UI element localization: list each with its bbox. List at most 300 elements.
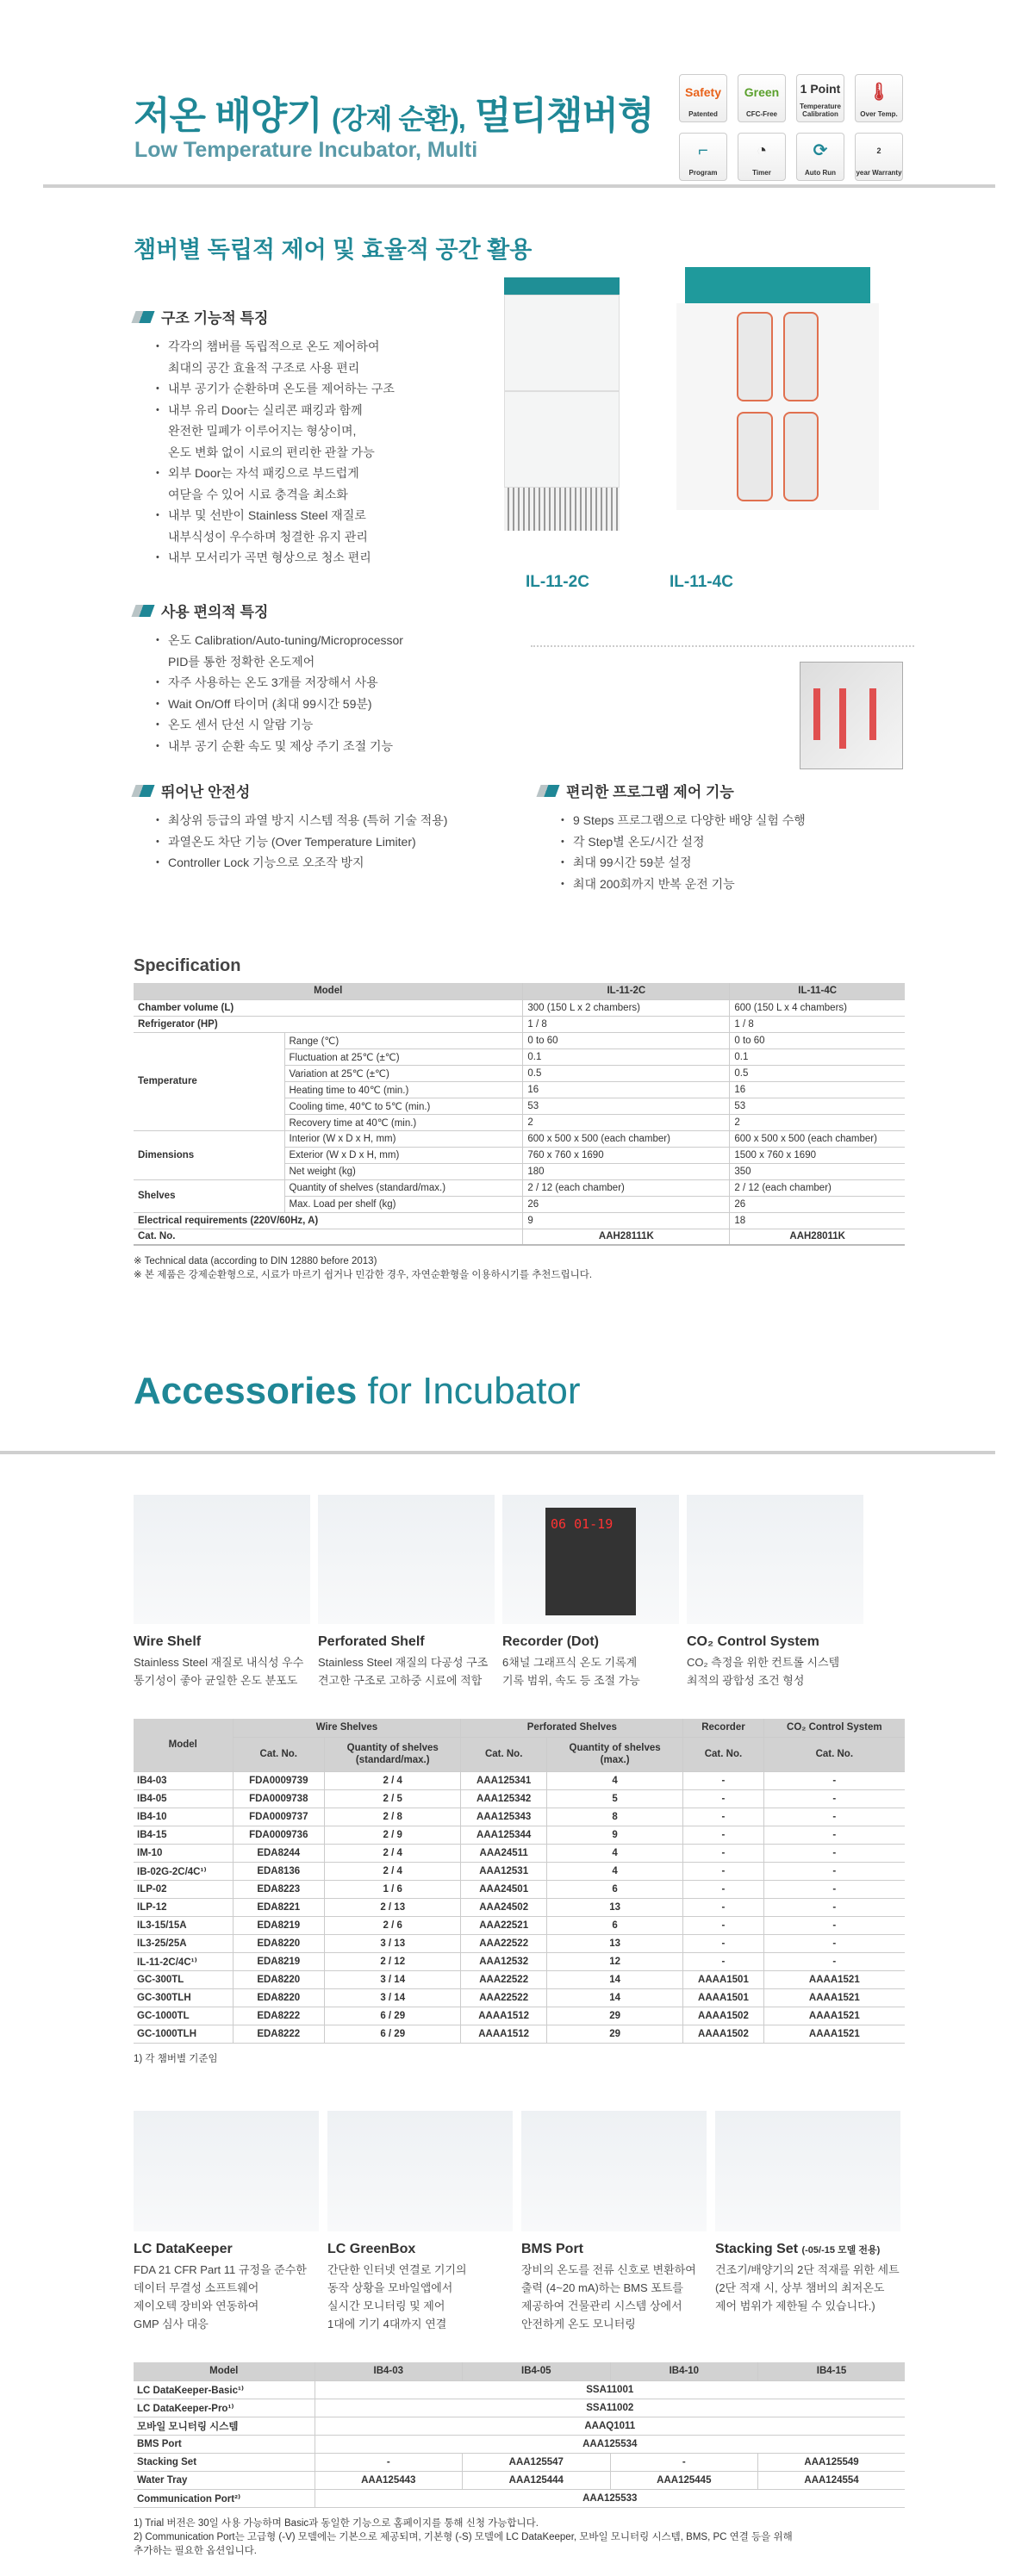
spec-label: Max. Load per shelf (kg)	[284, 1196, 523, 1212]
program-graph-icon: ⌐	[698, 141, 708, 161]
table-cell: IM-10	[134, 1844, 233, 1862]
table-cell: AAAA1512	[461, 2025, 546, 2043]
table-row	[134, 1988, 905, 2007]
accessory-image	[134, 1495, 310, 1624]
table-cell: -	[763, 1844, 905, 1862]
feature-heading: 사용 편의적 특징	[161, 604, 269, 620]
row-label: 모바일 모니터링 시스템	[134, 2417, 315, 2435]
badge-cfc-free	[738, 74, 786, 122]
spec-value: 180	[523, 1163, 730, 1179]
table-cell: IL3-15/15A	[134, 1916, 233, 1934]
table-row	[134, 2380, 905, 2399]
page-title	[134, 84, 654, 140]
accessories-title-bold: Accessories	[134, 1370, 358, 1412]
option-note: 1) Trial 버전은 30일 사용 가능하며 Basic과 동일한 기능으로 홈페이지를 통해 신청 가능합니다.	[134, 2517, 539, 2529]
accessory-name-text: Wire Shelf	[134, 1634, 202, 1649]
table-row	[134, 2399, 905, 2417]
spec-title: Specification	[134, 956, 241, 975]
table-cell: 14	[546, 1970, 682, 1988]
header-cell: CO₂ Control System	[763, 1719, 905, 1737]
table-cell: -	[683, 1862, 763, 1880]
badge-label: Timer	[752, 168, 771, 177]
section-mark-icon	[131, 311, 154, 323]
table-cell: 29	[546, 2007, 682, 2025]
badge-label: Over Temp.	[860, 109, 898, 118]
table-cell: 6	[546, 1880, 682, 1898]
table-cell: AAA125549	[758, 2453, 905, 2471]
spec-value: 2 / 12 (each chamber)	[523, 1179, 730, 1196]
table-cell: 2 / 4	[325, 1771, 461, 1789]
accessory-caption	[715, 2242, 918, 2315]
accessory-description: 장비의 온도를 전류 신호로 변환하여 출력 (4~20 mA)하는 BMS 포트를 제공하여 건물관리 시스템 상에서 안전하게 온도 모니터링	[521, 2263, 696, 2330]
dotted-divider	[531, 645, 914, 647]
accessory-image	[134, 2111, 319, 2231]
accessory-description: Stainless Steel 재질의 다공성 구조 견고한 구조로 고하중 시료에 적합	[318, 1656, 489, 1687]
accessory-table	[134, 1719, 905, 2044]
badge-year-warranty	[855, 133, 903, 181]
auto-run-icon: ⟳	[813, 141, 828, 161]
table-row	[134, 2453, 905, 2471]
table-cell: -	[683, 1789, 763, 1808]
accessories-title	[134, 1370, 581, 1413]
accessory-name	[134, 2242, 336, 2257]
table-cell: -	[683, 1898, 763, 1916]
table-cell: 3 / 14	[325, 1970, 461, 1988]
table-cell: IB4-05	[134, 1789, 233, 1808]
spec-row	[134, 999, 905, 1016]
feature-bullet: • 내부 공기 순환 속도 및 제상 주기 조절 기능	[156, 736, 521, 757]
table-cell: -	[763, 1808, 905, 1826]
accessory-name	[318, 1634, 512, 1650]
table-cell: IB4-03	[134, 1771, 233, 1789]
table-row	[134, 1826, 905, 1844]
spec-value: 26	[523, 1196, 730, 1212]
table-cell: 8	[546, 1808, 682, 1826]
table-cell: SSA11001	[315, 2380, 905, 2399]
spec-value: AAH28011K	[730, 1229, 905, 1245]
spec-row	[134, 1016, 905, 1032]
table-cell: AAA125443	[315, 2471, 463, 2489]
accessory-name	[502, 1634, 696, 1650]
table-cell: -	[763, 1916, 905, 1934]
table-cell: EDA8136	[233, 1862, 325, 1880]
accessory-image	[521, 2111, 707, 2231]
spec-label: Heating time to 40℃ (min.)	[284, 1081, 523, 1098]
table-cell: AAA12531	[461, 1862, 546, 1880]
badge-title: Green	[744, 85, 780, 100]
table-row	[134, 2471, 905, 2489]
header-cell: Wire Shelves	[233, 1719, 461, 1737]
accessory-name-text: LC GreenBox	[327, 2242, 416, 2256]
accessory-name	[327, 2242, 530, 2257]
feature-bullet: • 온도 Calibration/Auto-tuning/Microprocessor PID를 통한 정확한 온도제어	[156, 630, 521, 672]
header-cell: IL-11-4C	[730, 983, 905, 999]
spec-label: Variation at 25℃ (±℃)	[284, 1065, 523, 1081]
table-row	[134, 1771, 905, 1789]
badge-title: Safety	[684, 85, 722, 100]
badge-temperature-calibration	[796, 74, 844, 122]
table-cell: AAAA1501	[683, 1988, 763, 2007]
accessory-name	[134, 1634, 327, 1650]
table-cell: -	[763, 1952, 905, 1970]
spec-value: 0.1	[523, 1048, 730, 1065]
table-cell: -	[610, 2453, 758, 2471]
page-subtitle: Low Temperature Incubator, Multi	[134, 138, 478, 162]
table-cell: -	[683, 1808, 763, 1826]
table-row	[134, 1898, 905, 1916]
table-cell: SSA11002	[315, 2399, 905, 2417]
table-cell: IB-02G-2C/4C¹⁾	[134, 1862, 233, 1880]
feature-heading: 뛰어난 안전성	[161, 784, 251, 800]
airflow-diagram	[800, 662, 903, 769]
table-cell: AAAQ1011	[315, 2417, 905, 2435]
accessory-image	[715, 2111, 900, 2231]
spec-value: 600 (150 L x 4 chambers)	[730, 999, 905, 1016]
badge-title: 2	[876, 146, 881, 156]
spec-value: 1 / 8	[523, 1016, 730, 1032]
spec-note: ※ 본 제품은 강제순환형으로, 시료가 마르기 쉽거나 민감한 경우, 자연순환형을 이용하시기를 추천드립니다.	[134, 1270, 593, 1280]
feature-convenience	[134, 600, 521, 756]
table-cell: AAA125342	[461, 1789, 546, 1808]
table-cell: 6 / 29	[325, 2007, 461, 2025]
spec-value: 300 (150 L x 2 chambers)	[523, 999, 730, 1016]
table-cell: GC-1000TLH	[134, 2025, 233, 2043]
product-image-il-11-2c	[504, 277, 620, 536]
spec-value: 9	[523, 1212, 730, 1229]
table-cell: 4	[546, 1844, 682, 1862]
spec-row	[134, 1130, 905, 1147]
spec-value: 0.5	[730, 1065, 905, 1081]
subheader-cell: Quantity of shelves (max.)	[546, 1737, 682, 1771]
table-cell: 4	[546, 1771, 682, 1789]
table-row	[134, 2417, 905, 2435]
title-main: 저온 배양기	[134, 95, 322, 137]
accessory-table-note: 1) 각 챔버별 기준임	[134, 2053, 218, 2064]
product-label: IL-11-2C	[526, 573, 589, 591]
table-cell: -	[683, 1934, 763, 1952]
option-table	[134, 2362, 905, 2508]
table-cell: GC-300TL	[134, 1970, 233, 1988]
table-cell: AAAA1502	[683, 2007, 763, 2025]
row-label: Water Tray	[134, 2471, 315, 2489]
spec-value: 16	[523, 1081, 730, 1098]
table-cell: 2 / 5	[325, 1789, 461, 1808]
feature-bullet: • 9 Steps 프로그램으로 다양한 배양 실험 수행	[561, 810, 926, 831]
spec-table	[134, 983, 905, 1246]
badge-over-temp-	[855, 74, 903, 122]
accessory-name-text: LC DataKeeper	[134, 2242, 233, 2256]
spec-header-row	[134, 983, 905, 999]
feature-heading: 구조 기능적 특징	[161, 310, 269, 327]
accessory-description: 6채널 그래프식 온도 기록계 기록 범위, 속도 등 조절 가능	[502, 1656, 640, 1687]
spec-value: 53	[523, 1098, 730, 1114]
feature-structure	[134, 306, 504, 569]
table-cell: 13	[546, 1898, 682, 1916]
badge-label: year Warranty	[856, 168, 902, 177]
spec-value: 2	[730, 1114, 905, 1130]
product-label: IL-11-4C	[670, 573, 733, 591]
feature-bullet: • 내부 및 선반이 Stainless Steel 재질로 내부식성이 우수하며 청결한 유지 관리	[156, 505, 504, 547]
accessory-description: 건조기/배양기의 2단 적재를 위한 세트 (2단 적재 시, 상부 챔버의 최저온도 제어 범위가 제한될 수 있습니다.)	[715, 2263, 900, 2312]
table-cell: 1 / 6	[325, 1880, 461, 1898]
spec-label: Interior (W x D x H, mm)	[284, 1130, 523, 1147]
table-cell: IB4-10	[134, 1808, 233, 1826]
table-cell: 9	[546, 1826, 682, 1844]
table-header-row	[134, 1719, 905, 1737]
header-cell: Model	[134, 983, 523, 999]
spec-value: 600 x 500 x 500 (each chamber)	[523, 1130, 730, 1147]
table-cell: -	[763, 1789, 905, 1808]
subheader-cell: Cat. No.	[763, 1737, 905, 1771]
calibration-graph-icon	[800, 75, 841, 103]
feature-bullet: • 과열온도 차단 기능 (Over Temperature Limiter)	[156, 831, 521, 853]
table-cell: 6 / 29	[325, 2025, 461, 2043]
spec-value: 600 x 500 x 500 (each chamber)	[730, 1130, 905, 1147]
feature-bullet: • 최상위 등급의 과열 방지 시스템 적용 (특허 기술 적용)	[156, 810, 521, 831]
spec-label: Refrigerator (HP)	[134, 1016, 523, 1032]
accessory-table-wrap	[134, 1719, 905, 2066]
timer-icon: ◔	[756, 141, 768, 161]
table-cell: AAAA1521	[763, 1970, 905, 1988]
recorder-display: 06 01-19	[545, 1508, 636, 1615]
table-cell: AAAA1521	[763, 1988, 905, 2007]
spec-value: 2 / 12 (each chamber)	[730, 1179, 905, 1196]
table-cell: 2 / 9	[325, 1826, 461, 1844]
table-cell: ILP-02	[134, 1880, 233, 1898]
table-row	[134, 2007, 905, 2025]
table-cell: 2 / 4	[325, 1862, 461, 1880]
feature-bullet: • 온도 센서 단선 시 알람 기능	[156, 714, 521, 736]
feature-bullet: • 자주 사용하는 온도 3개를 저장해서 사용	[156, 672, 521, 694]
divider	[43, 184, 995, 188]
table-cell: -	[763, 1898, 905, 1916]
spec-label: Cat. No.	[134, 1229, 523, 1245]
accessory-caption	[521, 2242, 724, 2333]
table-cell: AAAA1502	[683, 2025, 763, 2043]
badge-label: Program	[688, 168, 718, 177]
table-cell: AAA125343	[461, 1808, 546, 1826]
table-cell: 2 / 4	[325, 1844, 461, 1862]
header-cell: Model	[134, 2362, 315, 2380]
accessory-description: CO₂ 측정을 위한 컨트롤 시스템 최적의 광합성 조건 형성	[687, 1656, 840, 1687]
spec-label: Chamber volume (L)	[134, 999, 523, 1016]
table-cell: AAA125344	[461, 1826, 546, 1844]
table-cell: 2 / 6	[325, 1916, 461, 1934]
feature-bullet: • 최대 200회까지 반복 운전 기능	[561, 874, 926, 895]
table-cell: FDA0009737	[233, 1808, 325, 1826]
table-cell: EDA8221	[233, 1898, 325, 1916]
row-label: LC DataKeeper-Basic¹⁾	[134, 2380, 315, 2399]
accessory-name-note: (-05/-15 모델 전용)	[801, 2245, 881, 2256]
table-cell: -	[763, 1771, 905, 1789]
option-note: 2) Communication Port는 고급형 (-V) 모델에는 기본으로 제공되며, 기본형 (-S) 모델에 LC DataKeeper, 모바일 모니터링 시스템, BMS, PC 연결 등을 위해 추가하는 필요한 옵션입니다.	[134, 2531, 793, 2556]
section-mark-icon	[131, 785, 154, 797]
spec-value: 2	[523, 1114, 730, 1130]
table-cell: -	[763, 1934, 905, 1952]
spec-notes	[134, 1254, 905, 1282]
table-cell: AAA22522	[461, 1988, 546, 2007]
header-cell: IB4-05	[463, 2362, 611, 2380]
table-cell: -	[683, 1916, 763, 1934]
header-cell: IB4-10	[610, 2362, 758, 2380]
header-cell: IL-11-2C	[523, 983, 730, 999]
feature-bullet: • 각 Step별 온도/시간 설정	[561, 831, 926, 853]
table-cell: AAA22521	[461, 1916, 546, 1934]
table-cell: 4	[546, 1862, 682, 1880]
feature-bullet: • Controller Lock 기능으로 오조작 방지	[156, 852, 521, 874]
spec-value: 350	[730, 1163, 905, 1179]
table-cell: AAA24501	[461, 1880, 546, 1898]
row-label: BMS Port	[134, 2435, 315, 2453]
accessory-image	[318, 1495, 495, 1624]
accessory-caption	[318, 1634, 512, 1689]
table-cell: AAA22522	[461, 1934, 546, 1952]
option-table-notes	[134, 2517, 905, 2558]
table-cell: AAA24502	[461, 1898, 546, 1916]
table-cell: 2 / 13	[325, 1898, 461, 1916]
header-cell: Model	[134, 1719, 233, 1771]
spec-value: 18	[730, 1212, 905, 1229]
table-cell: EDA8222	[233, 2007, 325, 2025]
table-cell: AAAA1512	[461, 2007, 546, 2025]
table-cell: EDA8219	[233, 1916, 325, 1934]
header-cell: IB4-03	[315, 2362, 463, 2380]
badge-title: 1 Point	[800, 82, 841, 96]
table-cell: FDA0009739	[233, 1771, 325, 1789]
spec-value: AAH28111K	[523, 1229, 730, 1245]
row-label: LC DataKeeper-Pro¹⁾	[134, 2399, 315, 2417]
spec-row	[134, 1212, 905, 1229]
spec-label: Fluctuation at 25℃ (±℃)	[284, 1048, 523, 1065]
feature-bullet: • Wait On/Off 타이머 (최대 99시간 59분)	[156, 694, 521, 715]
table-cell: 2 / 12	[325, 1952, 461, 1970]
table-cell: -	[763, 1826, 905, 1844]
spec-label: Cooling time, 40℃ to 5℃ (min.)	[284, 1098, 523, 1114]
spec-row	[134, 1229, 905, 1245]
spec-table-wrap	[134, 983, 905, 1282]
table-cell: EDA8219	[233, 1952, 325, 1970]
accessory-name-text: Stacking Set	[715, 2242, 799, 2256]
table-row	[134, 1808, 905, 1826]
table-cell: IL-11-2C/4C¹⁾	[134, 1952, 233, 1970]
table-cell: -	[683, 1771, 763, 1789]
spec-group-label: Shelves	[134, 1179, 284, 1212]
spec-label: Exterior (W x D x H, mm)	[284, 1147, 523, 1163]
spec-value: 1500 x 760 x 1690	[730, 1147, 905, 1163]
header-cell: Recorder	[683, 1719, 763, 1737]
table-cell: AAA24511	[461, 1844, 546, 1862]
accessory-name-text: BMS Port	[521, 2242, 583, 2256]
table-cell: AAAA1521	[763, 2007, 905, 2025]
table-row	[134, 2489, 905, 2507]
feature-bullet: • 각각의 챔버를 독립적으로 온도 제어하여 최대의 공간 효율적 구조로 사용 편리	[156, 336, 504, 378]
table-cell: GC-300TLH	[134, 1988, 233, 2007]
table-row	[134, 2435, 905, 2453]
section-mark-icon	[536, 785, 559, 797]
feature-bullet: • 내부 공기가 순환하며 온도를 제어하는 구조	[156, 378, 504, 400]
accessory-name	[715, 2242, 918, 2257]
header-cell: Perforated Shelves	[461, 1719, 683, 1737]
table-row	[134, 1844, 905, 1862]
table-cell: EDA8222	[233, 2025, 325, 2043]
row-label: Stacking Set	[134, 2453, 315, 2471]
table-cell: AAA125445	[610, 2471, 758, 2489]
spec-value: 53	[730, 1098, 905, 1114]
feature-bullet: • 최대 99시간 59분 설정	[561, 852, 926, 874]
table-row	[134, 2025, 905, 2043]
accessory-image	[687, 1495, 863, 1624]
accessory-caption	[134, 2242, 336, 2333]
subheader-cell: Cat. No.	[233, 1737, 325, 1771]
accessory-caption	[327, 2242, 530, 2333]
accessory-name	[521, 2242, 724, 2257]
feature-safety	[134, 780, 521, 874]
table-cell: IL3-25/25A	[134, 1934, 233, 1952]
green-leaf-icon	[744, 75, 779, 111]
product-image-il-11-4c	[642, 267, 913, 541]
badge-label: Patented	[688, 109, 718, 118]
table-cell: 29	[546, 2025, 682, 2043]
thermometer-icon: 🌡	[868, 83, 890, 103]
table-cell: EDA8220	[233, 1934, 325, 1952]
table-cell: -	[683, 1880, 763, 1898]
table-cell: EDA8244	[233, 1844, 325, 1862]
divider	[0, 1451, 995, 1454]
accessory-description: 간단한 인터넷 연결로 기기의 동작 상황을 모바일앱에서 실시간 모니터링 및 제어 1대에 기기 4대까지 연결	[327, 2263, 467, 2330]
table-cell: EDA8220	[233, 1988, 325, 2007]
badge-timer	[738, 133, 786, 181]
section-title: 챔버별 독립적 제어 및 효율적 공간 활용	[134, 237, 533, 263]
table-cell: EDA8220	[233, 1970, 325, 1988]
table-row	[134, 1862, 905, 1880]
table-cell: -	[763, 1880, 905, 1898]
table-cell: 2 / 8	[325, 1808, 461, 1826]
spec-label: Range (℃)	[284, 1032, 523, 1048]
table-cell: ILP-12	[134, 1898, 233, 1916]
spec-value: 26	[730, 1196, 905, 1212]
table-cell: EDA8223	[233, 1880, 325, 1898]
spec-label: Quantity of shelves (standard/max.)	[284, 1179, 523, 1196]
badge-label: Auto Run	[805, 168, 836, 177]
subheader-cell: Cat. No.	[461, 1737, 546, 1771]
table-row	[134, 1916, 905, 1934]
header-cell: IB4-15	[758, 2362, 905, 2380]
table-cell: 3 / 14	[325, 1988, 461, 2007]
accessory-description: FDA 21 CFR Part 11 규정을 준수한 데이터 무결성 소프트웨어 제이오텍 장비와 연동하여 GMP 심사 대응	[134, 2263, 307, 2330]
spec-value: 16	[730, 1081, 905, 1098]
table-cell: 14	[546, 1988, 682, 2007]
table-row	[134, 1952, 905, 1970]
feature-bullet: • 내부 유리 Door는 실리콘 패킹과 함께 완전한 밀폐가 이루어지는 형상이며, 온도 변화 없이 시료의 편리한 관찰 가능	[156, 400, 504, 464]
table-cell: AAA125341	[461, 1771, 546, 1789]
section-mark-icon	[131, 605, 154, 617]
table-cell: -	[683, 1844, 763, 1862]
spec-value: 0 to 60	[523, 1032, 730, 1048]
safety-icon	[685, 75, 721, 111]
table-cell: -	[763, 1862, 905, 1880]
badge-label: CFC-Free	[745, 109, 777, 118]
option-table-wrap	[134, 2362, 905, 2558]
accessory-caption	[502, 1634, 696, 1689]
accessory-name-text: CO₂ Control System	[687, 1634, 819, 1649]
accessory-image	[502, 1495, 679, 1624]
table-cell: IB4-15	[134, 1826, 233, 1844]
accessory-caption	[134, 1634, 327, 1689]
table-cell: AAA125534	[315, 2435, 905, 2453]
row-label: Communication Port²⁾	[134, 2489, 315, 2507]
table-cell: AAA22522	[461, 1970, 546, 1988]
subheader-cell: Cat. No.	[683, 1737, 763, 1771]
